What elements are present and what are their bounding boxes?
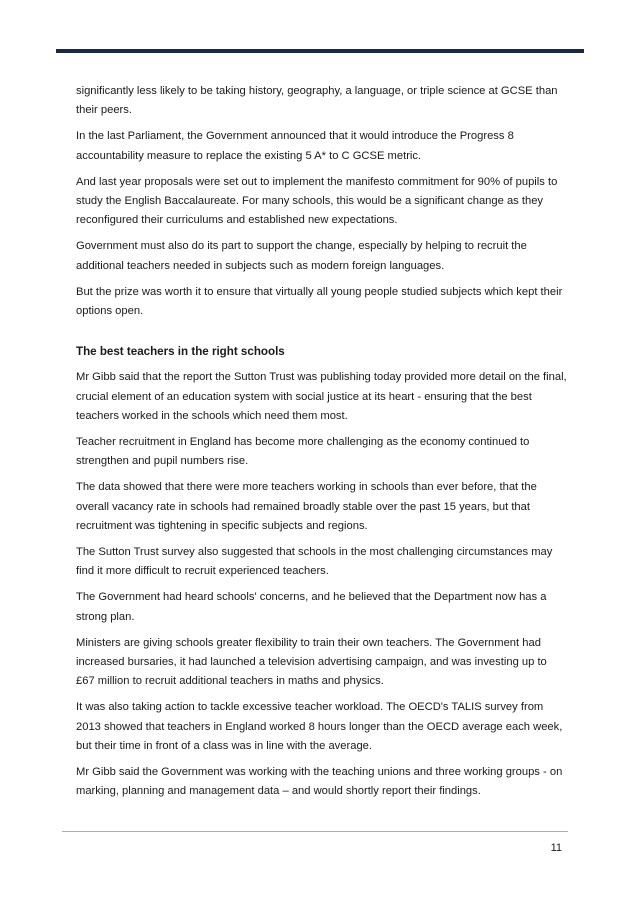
paragraph: The data showed that there were more teachers working in schools than ever before, that the overall vacancy rate in schools had remained broadly stable over the past 15 years, but that recruitment was tightening in specific subjects and regions. — [76, 481, 537, 532]
paragraph: significantly less likely to be taking history, geography, a language, or triple science at GCSE than their peers. — [76, 85, 558, 117]
paragraph: It was also taking action to tackle excessive teacher workload. The OECD's TALIS survey from 2013 showed that teachers in England worked 8 hours longer than the OECD average each week, but their time in front of a class was in line with the average. — [76, 701, 563, 752]
page-number: 11 — [550, 842, 562, 854]
paragraph: And last year proposals were set out to implement the manifesto commitment for 90% of pupils to study the English Baccalaureate. For many schools, this would be a significant change as they reconfigured their curriculums and established new expectations. — [76, 175, 558, 227]
section-heading: The best teachers in the right schools — [76, 345, 285, 359]
paragraph: Ministers are giving schools greater flexibility to train their own teachers. The Government had increased bursaries, it had launched a television advertising campaign, and was investing up to £67 million to recruit additional teachers in maths and physics. — [76, 636, 547, 688]
footer-rule — [62, 831, 568, 832]
paragraph: The Government had heard schools' concerns, and he believed that the Department now has a strong plan. — [76, 591, 547, 623]
paragraph: Teacher recruitment in England has become more challenging as the economy continued to strengthen and pupil numbers rise. — [76, 436, 530, 468]
paragraph: Government must also do its part to support the change, especially by helping to recruit the additional teachers needed in subjects such as modern foreign languages. — [76, 240, 527, 272]
page-body — [76, 82, 568, 809]
paragraph: Mr Gibb said that the report the Sutton Trust was publishing today provided more detail on the final, crucial element of an education system with social justice at its heart - ensuring that the best teachers worked in the schools which need them most. — [76, 371, 567, 422]
header-rule — [56, 49, 584, 53]
paragraph: But the prize was worth it to ensure that virtually all young people studied subjects which kept their options open. — [76, 285, 563, 318]
paragraph: Mr Gibb said the Government was working with the teaching unions and three working groups - on marking, planning and management data – and would shortly report their findings. — [76, 766, 563, 798]
paragraph: The Sutton Trust survey also suggested that schools in the most challenging circumstances may find it more difficult to recruit experienced teachers. — [76, 546, 553, 578]
paragraph: In the last Parliament, the Government announced that it would introduce the Progress 8 accountability measure to replace the existing 5 A* to C GCSE metric. — [76, 130, 514, 162]
